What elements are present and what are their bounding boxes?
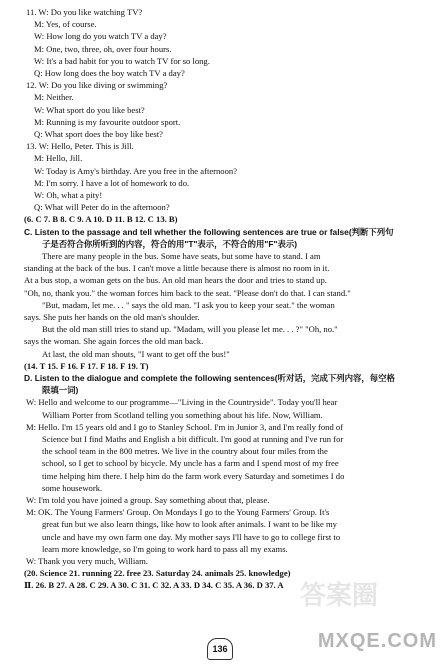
text-line: Q: What sport does the boy like best? <box>34 129 163 139</box>
text-line: At last, the old man shouts, "I want to get off the bus!" <box>42 348 230 359</box>
text-line: C. Listen to the passage and tell whether the following sentences are true or false(判断下列句 <box>24 226 394 237</box>
text-line: D. Listen to the dialogue and complete the following sentences(听对话，完成下列内容，每空格 <box>24 373 395 383</box>
text-line: M: OK. The Young Farmers' Group. On Mondays I go to the Young Farmers' Group. It's <box>26 507 330 518</box>
text-line: "Oh, no, thank you." the woman forces him back to the seat. "Please don't do that. I can stand." <box>24 287 351 298</box>
text-line: W: Today is Amy's birthday. Are you free in the afternoon? <box>34 165 238 176</box>
text-line: W: It's a bad habit for you to watch TV for so long. <box>34 55 210 66</box>
text-line: W: I'm told you have joined a group. Say something about that, please. <box>26 495 270 505</box>
text-line: W: Hello and welcome to our programme—"Living in the Countryside". Today you'll hear <box>26 397 338 408</box>
text-line: W: How long do you watch TV a day? <box>34 31 167 42</box>
text-line: some housework. <box>42 482 103 493</box>
text-line: But the old man still tries to stand up. "Madam, will you please let me. . . ?" "Oh, no." <box>42 324 338 335</box>
text-line: (6. C 7. B 8. C 9. A 10. D 11. B 12. C 13. B) <box>24 214 178 225</box>
text-line: says. She puts her hands on the old man's shoulder. <box>24 312 200 322</box>
text-line: "But, madam, let me. . . " says the old man. "I ask you to keep your seat." the woman <box>42 299 335 310</box>
text-line: learn more knowledge, so I'm going to work hard to pass all my exams. <box>42 543 288 554</box>
text-line: W: What sport do you like best? <box>34 104 145 115</box>
text-line: (14. T 15. F 16. F 17. F 18. F 19. T) <box>24 360 149 371</box>
text-line: M: Hello. I'm 15 years old and I go to Stanley School. I'm in Junior 3, and I'm really fond of <box>26 421 344 432</box>
text-line: Ⅱ. 26. B 27. A 28. C 29. A 30. C 31. C 32. A 33. D 34. C 35. A 36. D 37. A <box>24 580 284 591</box>
text-line: Q: What will Peter do in the afternoon? <box>34 202 170 213</box>
text-line: 限填一词) <box>42 385 79 396</box>
text-line: M: Neither. <box>34 92 74 103</box>
text-line: says the woman. She again forces the old man back. <box>24 336 204 347</box>
text-line: 12. W: Do you like diving or swimming? <box>26 80 168 91</box>
text-line: time helping him there. I help him do the farm work every Saturday and sometimes I do <box>42 470 345 481</box>
page-number: 136 <box>207 638 233 660</box>
text-line: At a bus stop, a woman gets on the bus. An old man hears the door and tries to stand up. <box>24 275 327 286</box>
text-line: W: Oh, what a pity! <box>34 190 103 200</box>
text-line: (20. Science 21. running 22. free 23. Saturday 24. animals 25. knowledge) <box>24 568 291 579</box>
text-line: 13. W: Hello, Peter. This is Jill. <box>26 141 134 152</box>
text-line: 子是否符合你所听到的内容，符合的用"T"表示，不符合的用"F"表示) <box>42 238 298 249</box>
text-line: Science but I find Maths and English a bit difficult. I'm good at running and I've run for <box>42 434 344 444</box>
watermark-logo: MXQE.COM <box>317 630 437 652</box>
text-line: 11. W: Do you like watching TV? <box>26 7 143 17</box>
text-line: William Porter from Scotland telling you something about his life. Now, William. <box>42 409 323 420</box>
text-line: great fun but we also learn things, like how to look after animals. I want to be like my <box>42 519 337 530</box>
watermark-faint: 答案圈 <box>300 580 379 610</box>
text-line: W: Thank you very much, William. <box>26 556 148 566</box>
text-line: standing at the back of the bus. I can't move a little because there is almost no room in it. <box>24 263 330 274</box>
text-line: There are many people in the bus. Some have seats, but some have to stand. I am <box>42 251 321 261</box>
text-line: M: I'm sorry. I have a lot of homework to do. <box>34 177 190 188</box>
text-line: M: One, two, three, oh, over four hours. <box>34 43 172 54</box>
text-line: M: Hello, Jill. <box>34 153 83 164</box>
text-line: uncle and have my own farm one day. My mother says I'll have to go to college first to <box>42 531 341 542</box>
text-line: M: Yes, of course. <box>34 19 97 30</box>
text-line: the school team in the 800 metres. We live in the country about four miles from the <box>42 446 328 457</box>
text-line: Q: How long does the boy watch TV a day? <box>34 68 185 78</box>
text-line: school, so I get to school by bicycle. My uncle has a farm and I spend most of my free <box>42 458 339 469</box>
text-line: M: Running is my favourite outdoor sport. <box>34 116 181 127</box>
